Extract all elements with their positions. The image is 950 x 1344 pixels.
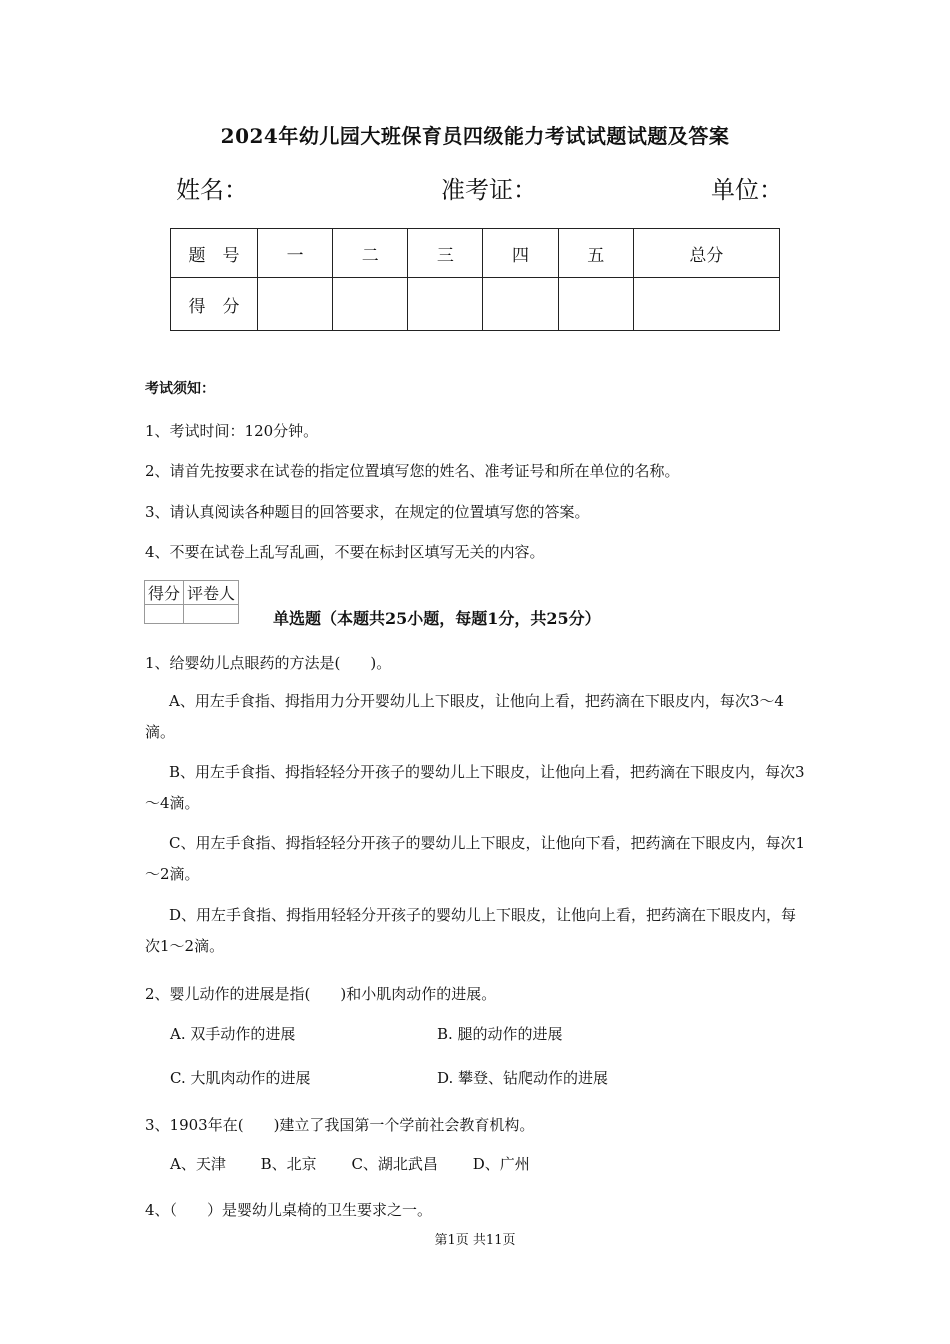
grader-score-label: 得分: [145, 581, 184, 605]
score-table-header-cell: 题 号: [171, 229, 258, 278]
question-4-stem: 4、（ ）是婴幼儿桌椅的卫生要求之一。: [145, 1201, 433, 1219]
question-3-option-d: D、广州: [472, 1155, 530, 1173]
section-title: 单选题（本题共25小题，每题1分，共25分）: [273, 609, 601, 628]
score-table-header-row: [171, 229, 780, 278]
question-1-stem: 1、给婴幼儿点眼药的方法是( )。: [145, 654, 392, 672]
question-2-stem: 2、婴儿动作的进展是指( )和小肌肉动作的进展。: [145, 985, 497, 1003]
score-table-header-cell: 五: [558, 229, 633, 278]
page-footer: 第1页 共11页: [434, 1233, 516, 1248]
ticket-field-label: 准考证：: [441, 176, 537, 204]
grader-reviewer-cell[interactable]: [184, 605, 239, 624]
score-entry-cell[interactable]: [483, 278, 558, 331]
question-1-option-a: A、用左手食指、拇指用力分开婴幼儿上下眼皮，让他向上看，把药滴在下眼皮内，每次3～4滴。: [145, 692, 784, 741]
score-table-score-row: [171, 278, 780, 331]
notice-rule: 4、不要在试卷上乱写乱画，不要在标封区填写无关的内容。: [145, 543, 545, 561]
unit-field-label: 单位：: [711, 176, 783, 204]
score-table-header-cell: 三: [408, 229, 483, 278]
question-1-option-c: C、用左手食指、拇指轻轻分开孩子的婴幼儿上下眼皮，让他向下看，把药滴在下眼皮内，每次1～2滴。: [145, 834, 806, 883]
score-table-header-cell: 二: [333, 229, 408, 278]
question-3-stem: 3、1903年在( )建立了我国第一个学前社会教育机构。: [145, 1116, 535, 1134]
score-entry-cell[interactable]: [333, 278, 408, 331]
notice-rule: 1、考试时间：120分钟。: [145, 422, 319, 440]
grader-reviewer-label: 评卷人: [184, 581, 239, 605]
score-entry-cell[interactable]: [633, 278, 779, 331]
question-3-options: [170, 1153, 560, 1174]
score-table-header-cell: 四: [483, 229, 558, 278]
question-2-option-c: C. 大肌肉动作的进展: [170, 1069, 311, 1087]
question-3-option-a: A、天津: [170, 1155, 226, 1173]
name-field-label: 姓名：: [176, 176, 248, 204]
question-2-option-b: B. 腿的动作的进展: [437, 1025, 563, 1043]
score-entry-cell[interactable]: [558, 278, 633, 331]
question-3-option-b: B、北京: [260, 1155, 317, 1173]
score-table: [170, 228, 780, 331]
notice-title: 考试须知：: [145, 381, 215, 397]
notice-rule: 3、请认真阅读各种题目的回答要求，在规定的位置填写您的答案。: [145, 503, 590, 521]
question-1-option-d: D、用左手食指、拇指用轻轻分开孩子的婴幼儿上下眼皮，让他向上看，把药滴在下眼皮内，每次1～2滴。: [145, 906, 797, 955]
question-1-option-b: B、用左手食指、拇指轻轻分开孩子的婴幼儿上下眼皮，让他向上看，把药滴在下眼皮内，每次3～4滴。: [145, 763, 805, 812]
document-title: 2024年幼儿园大班保育员四级能力考试试题试题及答案: [220, 124, 730, 148]
question-3-option-c: C、湖北武昌: [351, 1155, 438, 1173]
grader-box: [144, 580, 239, 624]
score-entry-cell[interactable]: [408, 278, 483, 331]
grader-score-cell[interactable]: [145, 605, 184, 624]
score-table-row-label: 得 分: [171, 278, 258, 331]
question-2-option-a: A. 双手动作的进展: [170, 1025, 296, 1043]
notice-rule: 2、请首先按要求在试卷的指定位置填写您的姓名、准考证号和所在单位的名称。: [145, 462, 680, 480]
score-table-header-cell: 一: [258, 229, 333, 278]
question-2-option-d: D. 攀登、钻爬动作的进展: [437, 1069, 609, 1087]
score-table-header-cell: 总分: [633, 229, 779, 278]
score-entry-cell[interactable]: [258, 278, 333, 331]
